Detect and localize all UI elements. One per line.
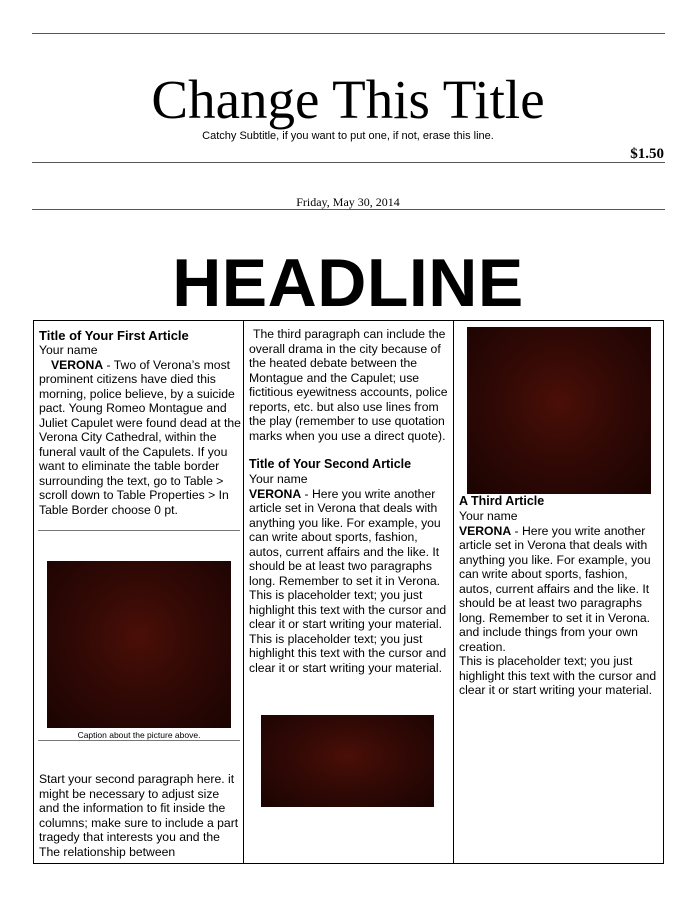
article2-dateline: VERONA [249,486,302,501]
article1-photo [47,561,231,728]
column2-text [249,327,449,675]
article1-body [39,358,241,518]
issue-date: Friday, May 30, 2014 [296,195,400,209]
article3-title: A Third Article [459,494,545,508]
article3-body [459,524,661,655]
article2-author: Your name [249,472,308,486]
article2-body [249,487,449,632]
article3-text [459,494,661,698]
column-2 [244,321,454,863]
masthead-bottom-rule [32,162,665,163]
newspaper-subtitle: Catchy Subtitle, if you want to put one, if not, erase this line. [202,130,494,142]
article-table [33,320,664,864]
price-label: $1.50 [630,146,664,162]
column-1 [34,321,244,863]
top-rule [32,33,665,34]
caption-divider [38,740,240,741]
article2-body-text: - Here you write another article set in Verona that deals with anything you like. For example, you can write about sports, fashion, autos, current affairs and the like. It should be at least two paragraphs long. Remember to set it in Verona. This is placeholder text; you just highlight this text with the cursor and clear it or start writing your material. [249,486,447,631]
article1-divider [38,530,240,531]
headline: HEADLINE [172,245,524,321]
newspaper-title: Change This Title [151,69,545,130]
article3-body-text: - Here you write another article set in Verona that deals with anything you like. For example, you can write about sports, fashion, autos, current affairs and the like. It should be at least two paragraphs long. Remember to set it in Verona. and include things from your own creation. [459,523,651,654]
column2-intro: The third paragraph can include the overall drama in the city because of the heated debate between the Montague and the Capulet; use fictitious eyewitness accounts, police reports, etc. but also use lines from the play (remember to use quotation marks when you use a direct quote). [249,327,448,443]
article3-author: Your name [459,509,518,523]
column-3 [454,321,663,863]
photo-caption: Caption about the picture above. [77,730,201,740]
article1-author: Your name [39,343,98,357]
article3-dateline: VERONA [459,523,512,538]
date-rule [32,209,665,210]
article2-body-2: This is placeholder text; you just highlight this text with the cursor and clear it or start writing your material. [249,631,447,675]
article1-text [39,328,241,517]
article1-dateline: VERONA [51,357,104,372]
article1-second-paragraph: Start your second paragraph here. it might be necessary to adjust size and the information to fit inside the columns; make sure to include a part tragedy that interests you and the The relationship between [39,772,239,859]
article1-body-text: - Two of Verona’s most prominent citizens have died this morning, police believe, by a suicide pact. Young Romeo Montague and Juliet Capulet were found dead at the Verona City Cathedral, within the funeral vault of the Capulets. If you want to eliminate the table border surrounding the text, go to Table > scroll down to Table Properties > In Table Border choose 0 pt. [39,357,241,517]
article2-title: Title of Your Second Article [249,457,412,471]
article3-body-2: This is placeholder text; you just highlight this text with the cursor and clear it or start writing your material. [459,654,657,697]
article1-title: Title of Your First Article [39,328,189,343]
article3-photo [467,327,651,494]
article2-photo [261,715,434,807]
